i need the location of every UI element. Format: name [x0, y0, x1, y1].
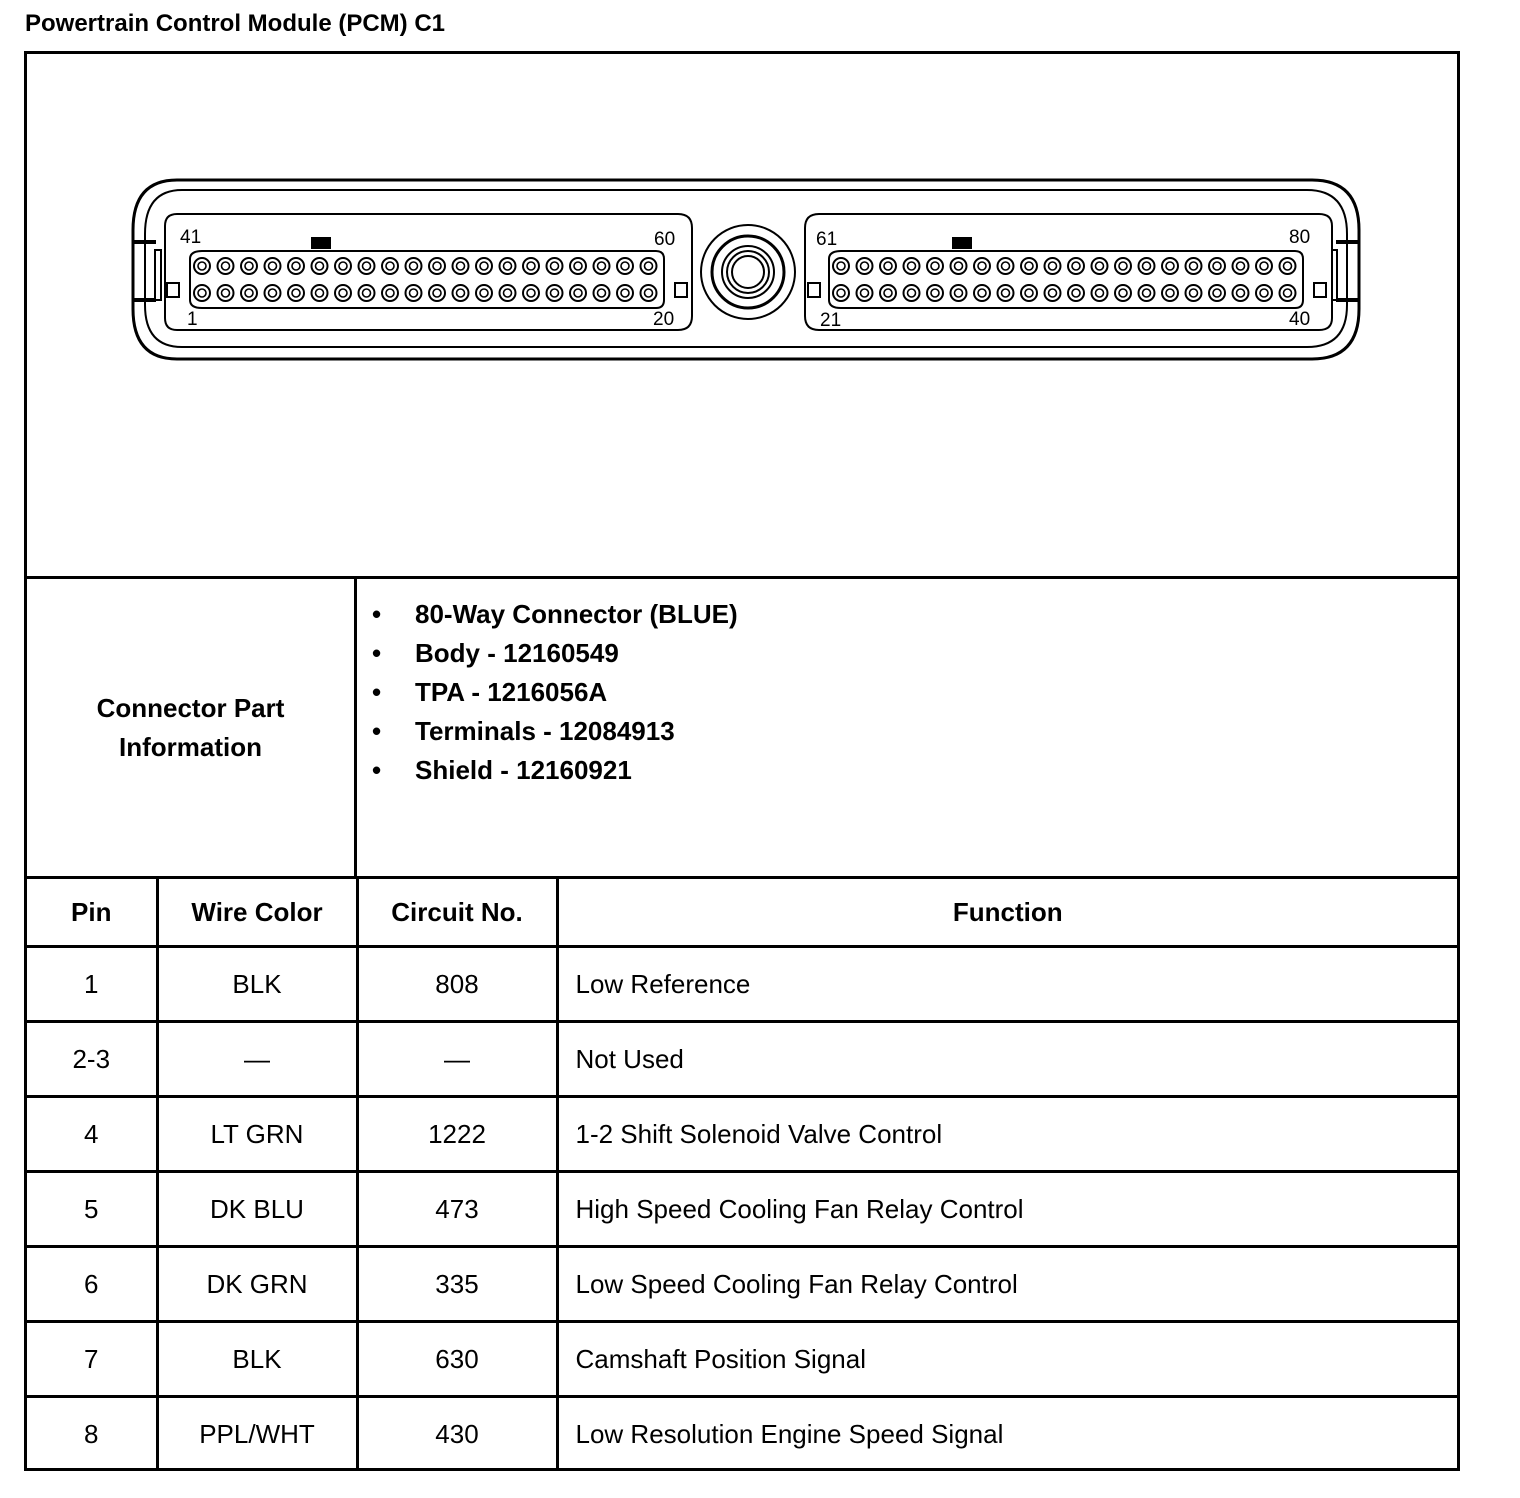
pin-terminal: [222, 262, 230, 270]
left-polarity-key: [311, 237, 331, 249]
pin-terminal: [837, 262, 845, 270]
cell-wire-color: BLK: [157, 1322, 357, 1397]
cell-circuit: 808: [357, 947, 557, 1022]
connector-part-info: [27, 576, 1457, 879]
pin-terminal: [1072, 289, 1080, 297]
pin-terminal: [316, 289, 324, 297]
pin-terminal: [339, 262, 347, 270]
pin-terminal: [1166, 262, 1174, 270]
pin-terminal: [480, 262, 488, 270]
pin-terminal: [837, 289, 845, 297]
table-row: [27, 1172, 1457, 1247]
table-row: [27, 1397, 1457, 1471]
pin-terminal: [292, 262, 300, 270]
pin-terminal: [1190, 289, 1198, 297]
pin-terminal: [574, 262, 582, 270]
cell-circuit: 473: [357, 1172, 557, 1247]
pin-terminal: [621, 262, 629, 270]
pin-label-1: 1: [187, 309, 198, 330]
pin-label-60: 60: [654, 229, 676, 250]
pin-terminal: [1002, 262, 1010, 270]
pin-terminal: [931, 262, 939, 270]
pin-terminal: [645, 262, 653, 270]
pin-terminal: [433, 289, 441, 297]
pin-terminal: [410, 262, 418, 270]
part-info-item: • Terminals - 12084913: [372, 714, 738, 753]
pin-terminal: [386, 262, 394, 270]
pin-label-80: 80: [1289, 227, 1311, 248]
pin-terminal: [198, 289, 206, 297]
pin-terminal: [269, 262, 277, 270]
pin-terminal: [292, 289, 300, 297]
pin-terminal: [861, 262, 869, 270]
pin-terminal: [316, 262, 324, 270]
pin-terminal: [598, 289, 606, 297]
pin-terminal: [386, 289, 394, 297]
pin-terminal: [1143, 289, 1151, 297]
latch-left-rail: [155, 250, 161, 300]
latch-left-top: [133, 240, 156, 244]
pin-terminal: [457, 289, 465, 297]
pin-terminal: [551, 262, 559, 270]
pin-terminal: [931, 289, 939, 297]
pin-terminal: [908, 262, 916, 270]
part-info-list: [372, 597, 738, 792]
pin-terminal: [222, 289, 230, 297]
right-block-tab-inner: [808, 283, 820, 297]
cell-wire-color: DK BLU: [157, 1172, 357, 1247]
left-block-tab-outer: [167, 283, 179, 297]
pin-terminal: [1213, 262, 1221, 270]
part-info-label: Connector Part Information: [96, 692, 285, 762]
cell-pin: 7: [27, 1322, 157, 1397]
pin-terminal: [861, 289, 869, 297]
pin-terminal: [198, 262, 206, 270]
pin-terminal: [1049, 262, 1057, 270]
cell-pin: 8: [27, 1397, 157, 1471]
pin-terminal: [1096, 262, 1104, 270]
pin-terminal: [363, 262, 371, 270]
part-info-item: • Shield - 12160921: [372, 753, 738, 792]
pin-terminal: [1284, 289, 1292, 297]
cell-function: Low Speed Cooling Fan Relay Control: [557, 1247, 1457, 1322]
pin-terminal: [1119, 289, 1127, 297]
part-info-label-cell: [27, 579, 357, 876]
cell-wire-color: DK GRN: [157, 1247, 357, 1322]
pin-terminal: [1237, 289, 1245, 297]
pin-terminal: [1025, 289, 1033, 297]
cell-wire-color: —: [157, 1022, 357, 1097]
pin-terminal: [1237, 262, 1245, 270]
pin-terminal: [978, 262, 986, 270]
pin-terminal: [527, 289, 535, 297]
pin-label-40: 40: [1289, 309, 1311, 330]
cell-circuit: 1222: [357, 1097, 557, 1172]
pin-terminal: [1260, 289, 1268, 297]
cell-pin: 2-3: [27, 1022, 157, 1097]
table-row: [27, 1322, 1457, 1397]
cell-circuit: 630: [357, 1322, 557, 1397]
table-row: [27, 1247, 1457, 1322]
left-block-tab-inner: [675, 283, 687, 297]
pin-terminal: [908, 289, 916, 297]
pin-terminal: [410, 289, 418, 297]
pin-terminal: [1143, 262, 1151, 270]
cell-function: Camshaft Position Signal: [557, 1322, 1457, 1397]
pin-terminal: [457, 262, 465, 270]
pin-label-61: 61: [816, 229, 838, 250]
pin-terminal: [363, 289, 371, 297]
pin-terminal: [551, 289, 559, 297]
pin-terminal: [1260, 262, 1268, 270]
pin-terminal: [504, 289, 512, 297]
pin-terminal: [884, 262, 892, 270]
pin-terminal: [621, 289, 629, 297]
cell-circuit: 335: [357, 1247, 557, 1322]
pin-terminal: [245, 289, 253, 297]
pin-terminal: [480, 289, 488, 297]
col-header-circuit: Circuit No.: [357, 879, 557, 947]
pin-terminal: [645, 289, 653, 297]
latch-right-top: [1336, 240, 1359, 244]
pin-terminal: [504, 262, 512, 270]
pin-terminal: [955, 262, 963, 270]
cell-function: 1-2 Shift Solenoid Valve Control: [557, 1097, 1457, 1172]
col-header-wire-color: Wire Color: [157, 879, 357, 947]
cell-pin: 6: [27, 1247, 157, 1322]
table-row: [27, 1097, 1457, 1172]
connector-diagram: [27, 54, 1457, 576]
pin-terminal: [1213, 289, 1221, 297]
pin-terminal: [574, 289, 582, 297]
cell-function: Low Reference: [557, 947, 1457, 1022]
page-title: Powertrain Control Module (PCM) C1: [25, 10, 445, 37]
pin-terminal: [245, 262, 253, 270]
latch-left-bottom: [133, 298, 156, 302]
pinout-table: [27, 879, 1457, 1470]
part-info-item: • 80-Way Connector (BLUE): [372, 597, 738, 636]
pin-terminal: [339, 289, 347, 297]
table-row: [27, 1022, 1457, 1097]
pin-terminal: [269, 289, 277, 297]
part-info-item: • TPA - 1216056A: [372, 675, 738, 714]
pin-terminal: [433, 262, 441, 270]
cell-wire-color: BLK: [157, 947, 357, 1022]
cell-circuit: 430: [357, 1397, 557, 1471]
cell-wire-color: PPL/WHT: [157, 1397, 357, 1471]
part-info-item: • Body - 12160549: [372, 636, 738, 675]
pin-terminal: [527, 262, 535, 270]
latch-right-bottom: [1336, 298, 1359, 302]
table-row: [27, 947, 1457, 1022]
cell-circuit: —: [357, 1022, 557, 1097]
pin-terminal: [1025, 262, 1033, 270]
pin-terminal: [1119, 262, 1127, 270]
cell-pin: 5: [27, 1172, 157, 1247]
cell-pin: 4: [27, 1097, 157, 1172]
pin-terminal: [1049, 289, 1057, 297]
pin-label-41: 41: [180, 227, 202, 248]
pin-terminal: [1190, 262, 1198, 270]
pin-terminal: [955, 289, 963, 297]
cell-function: High Speed Cooling Fan Relay Control: [557, 1172, 1457, 1247]
col-header-function: Function: [557, 879, 1457, 947]
connector-sheet: [24, 51, 1460, 1471]
col-header-pin: Pin: [27, 879, 157, 947]
center-bolt-hole: [732, 256, 764, 288]
right-polarity-key: [952, 237, 972, 249]
pin-label-20: 20: [653, 309, 675, 330]
connector-face-drawing: [27, 54, 1457, 576]
pin-terminal: [598, 262, 606, 270]
cell-wire-color: LT GRN: [157, 1097, 357, 1172]
pin-terminal: [1002, 289, 1010, 297]
pin-terminal: [884, 289, 892, 297]
pin-terminal: [1284, 262, 1292, 270]
right-block-tab-outer: [1314, 283, 1326, 297]
pin-label-21: 21: [820, 310, 842, 331]
cell-function: Not Used: [557, 1022, 1457, 1097]
cell-function: Low Resolution Engine Speed Signal: [557, 1397, 1457, 1471]
pin-terminal: [1166, 289, 1174, 297]
pin-terminal: [978, 289, 986, 297]
pin-terminal: [1096, 289, 1104, 297]
cell-pin: 1: [27, 947, 157, 1022]
pin-terminal: [1072, 262, 1080, 270]
table-header-row: [27, 879, 1457, 947]
